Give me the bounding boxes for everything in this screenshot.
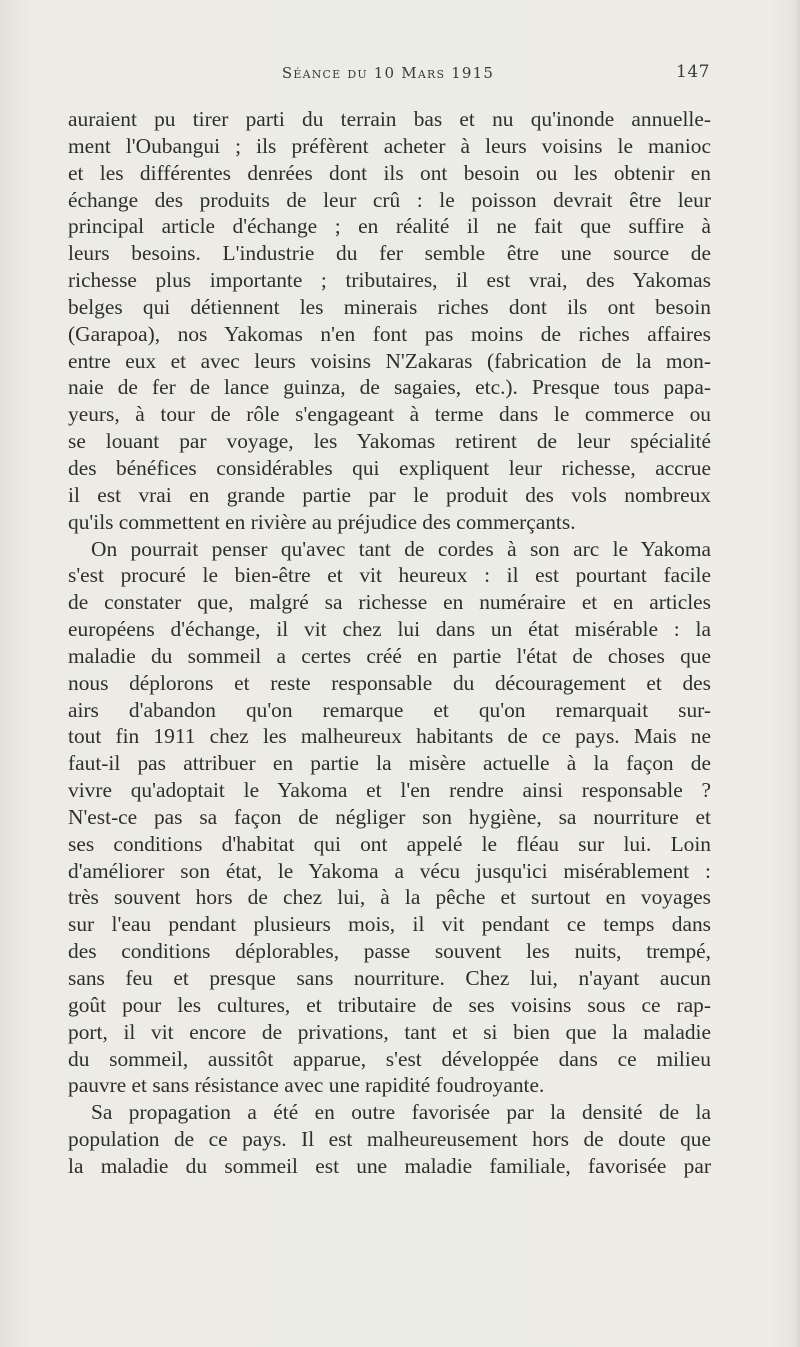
text-line: il est vrai en grande partie par le produit des vols nombreux — [68, 482, 711, 507]
text-line: vivre qu'adoptait le Yakoma et l'en rendre ainsi responsable ? — [68, 778, 711, 803]
text-line: leurs besoins. L'industrie du fer semble être une source de — [68, 241, 711, 266]
text-line: yeurs, à tour de rôle s'engageant à terme dans le commerce ou — [68, 402, 711, 427]
text-line: tout fin 1911 chez les malheureux habitants de ce pays. Mais ne — [68, 724, 711, 749]
text-line: de constater que, malgré sa richesse en numéraire et en articles — [68, 590, 711, 615]
text-line: N'est-ce pas sa façon de négliger son hygiène, sa nourriture et — [68, 804, 711, 829]
text-line: entre eux et avec leurs voisins N'Zakaras (fabrication de la mon- — [68, 348, 711, 373]
text-line: ment l'Oubangui ; ils préfèrent acheter à leurs voisins le manioc — [68, 133, 711, 158]
text-line: population de ce pays. Il est malheureusement hors de doute que — [68, 1127, 711, 1152]
text-line: (Garapoa), nos Yakomas n'en font pas moins de riches affaires — [68, 321, 711, 346]
text-line: pauvre et sans résistance avec une rapidité foudroyante. — [68, 1073, 545, 1098]
text-line: auraient pu tirer parti du terrain bas et nu qu'inonde annuelle- — [68, 107, 711, 131]
text-line: sur l'eau pendant plusieurs mois, il vit pendant ce temps dans — [68, 912, 711, 937]
text-line: des bénéfices considérables qui expliquent leur richesse, accrue — [68, 455, 711, 480]
text-line: port, il vit encore de privations, tant et si bien que la maladie — [68, 1019, 711, 1044]
text-line: sans feu et presque sans nourriture. Chez lui, n'ayant aucun — [68, 966, 711, 990]
text-line: richesse plus importante ; tributaires, il est vrai, des Yakomas — [68, 268, 711, 293]
text-line: très souvent hors de chez lui, à la pêche et surtout en voyages — [68, 885, 711, 910]
text-line: qu'ils commettent en rivière au préjudice des commerçants. — [68, 509, 576, 534]
page-edge-shadow — [794, 0, 800, 1347]
text-line: faut-il pas attribuer en partie la misère actuelle à la façon de — [68, 751, 711, 776]
paragraph — [68, 1099, 711, 1180]
text-line: principal article d'échange ; en réalité il ne fait que suffire à — [68, 214, 711, 239]
text-line: et les différentes denrées dont ils ont besoin ou les obtenir en — [68, 160, 711, 185]
text-line: du sommeil, aussitôt apparue, s'est développée dans ce milieu — [68, 1046, 711, 1071]
text-line: ses conditions d'habitat qui ont appelé le fléau sur lui. Loin — [68, 831, 711, 856]
page-number: 147 — [676, 62, 710, 82]
text-line: européens d'échange, il vit chez lui dans un état misérable : la — [68, 617, 711, 642]
text-line: naie de fer de lance guinza, de sagaies, etc.). Presque tous papa- — [68, 375, 711, 400]
paragraph — [68, 106, 711, 536]
running-head — [66, 62, 710, 88]
paragraph — [68, 536, 711, 1100]
text-line: s'est procuré le bien-être et vit heureux : il est pourtant facile — [68, 563, 711, 588]
text-line: belges qui détiennent les minerais riches dont ils ont besoin — [68, 294, 711, 319]
text-line: goût pour les cultures, et tributaire de ses voisins sous ce rap- — [68, 992, 711, 1017]
text-line: échange des produits de leur crû : le poisson devrait être leur — [68, 187, 711, 212]
text-line: d'améliorer son état, le Yakoma a vécu jusqu'ici misérablement : — [68, 858, 711, 883]
text-line: Sa propagation a été en outre favorisée par la densité de la — [91, 1100, 711, 1125]
text-line: airs d'abandon qu'on remarque et qu'on remarquait sur- — [68, 697, 711, 722]
running-title: Séance du 10 Mars 1915 — [281, 64, 495, 82]
text-line: des conditions déplorables, passe souvent les nuits, trempé, — [68, 939, 711, 964]
text-line: maladie du sommeil a certes créé en partie l'état de choses que — [68, 643, 711, 668]
text-line: la maladie du sommeil est une maladie familiale, favorisée par — [68, 1153, 711, 1178]
text-line: On pourrait penser qu'avec tant de cordes à son arc le Yakoma — [91, 536, 711, 561]
body-text — [68, 106, 711, 1180]
text-line: nous déplorons et reste responsable du découragement et des — [68, 670, 711, 695]
text-line: se louant par voyage, les Yakomas retirent de leur spécialité — [68, 429, 711, 454]
